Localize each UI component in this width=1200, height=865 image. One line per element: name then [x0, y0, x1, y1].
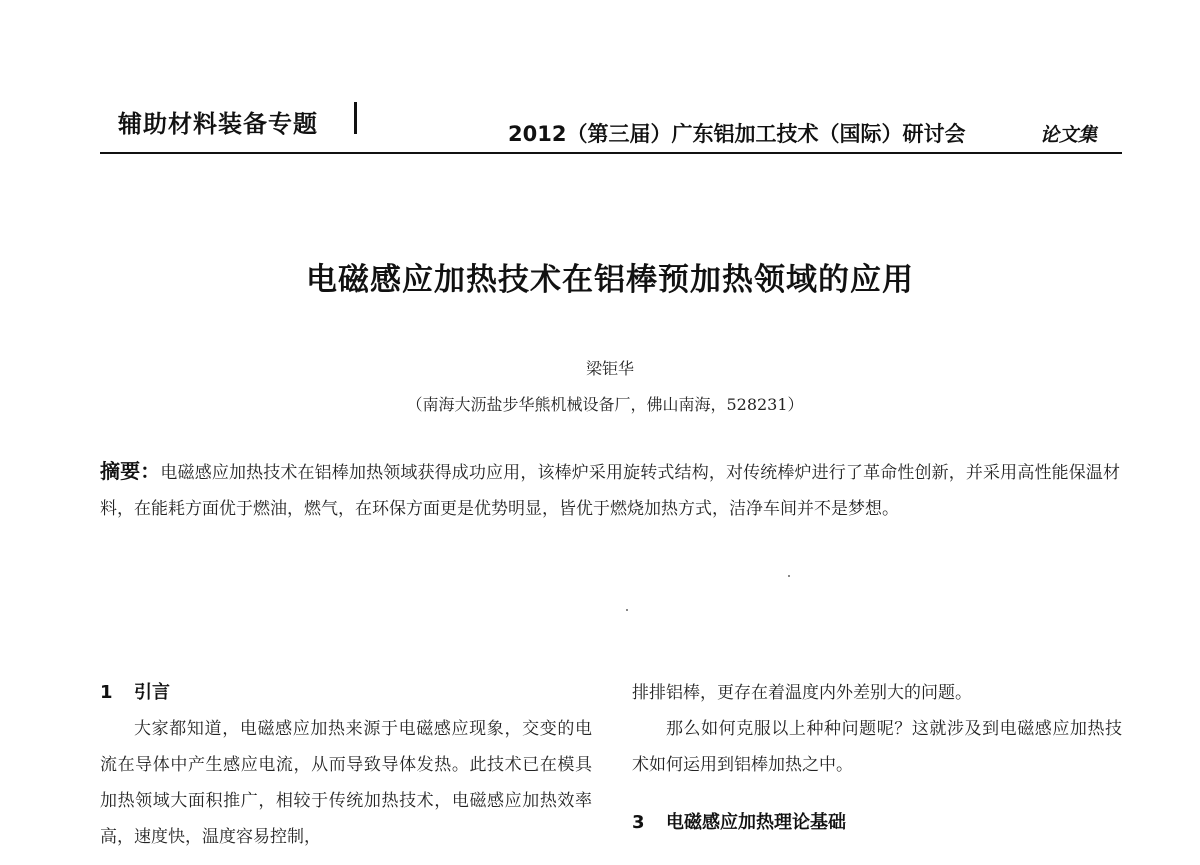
section-title: 电磁感应加热理论基础 [666, 812, 846, 833]
abstract-label: 摘要： [100, 459, 161, 483]
section-heading [632, 805, 1122, 841]
section-heading [100, 675, 592, 711]
body-paragraph: 那么如何克服以上种种问题呢？这就涉及到电磁感应加热技术如何运用到铝棒加热之中。 [632, 719, 1122, 775]
author-affiliation: （南海大沥盐步华熊机械设备厂，佛山南海，528231） [406, 395, 804, 414]
body-paragraph-continuation: 排排铝棒，更存在着温度内外差别大的问题。 [632, 683, 972, 703]
right-column [632, 675, 1122, 841]
journal-name: 2012（第三届）广东铝加工技术（国际）研讨会 [508, 122, 966, 146]
scan-speck [626, 609, 628, 611]
section-tag-divider [354, 102, 357, 134]
section-number: 1 [100, 682, 113, 703]
scan-speck [788, 575, 790, 577]
paper-title: 电磁感应加热技术在铝棒预加热领域的应用 [306, 262, 914, 298]
section-number: 3 [632, 812, 645, 833]
body-paragraph: 大家都知道，电磁感应加热来源于电磁感应现象，交变的电流在导体中产生感应电流，从而导致导体发热。此技术已在模具加热领域大面积推广，相较于传统加热技术，电磁感应加热效率高，速度快，温度容易控制， [100, 719, 592, 847]
author-name: 梁钜华 [585, 359, 634, 378]
journal-suffix: 论文集 [1040, 124, 1098, 146]
left-column [100, 675, 592, 855]
section-tag: 辅助材料装备专题 [118, 110, 318, 138]
section-gap [632, 783, 1122, 805]
abstract [100, 453, 1120, 527]
running-header [100, 96, 1122, 154]
section-title: 引言 [134, 682, 170, 703]
abstract-text: 电磁感应加热技术在铝棒加热领域获得成功应用，该棒炉采用旋转式结构，对传统棒炉进行了革命性创新，并采用高性能保温材料，在能耗方面优于燃油，燃气，在环保方面更是优势明显，皆优于燃烧加热方式，洁净车间并不是梦想。 [100, 463, 1121, 519]
